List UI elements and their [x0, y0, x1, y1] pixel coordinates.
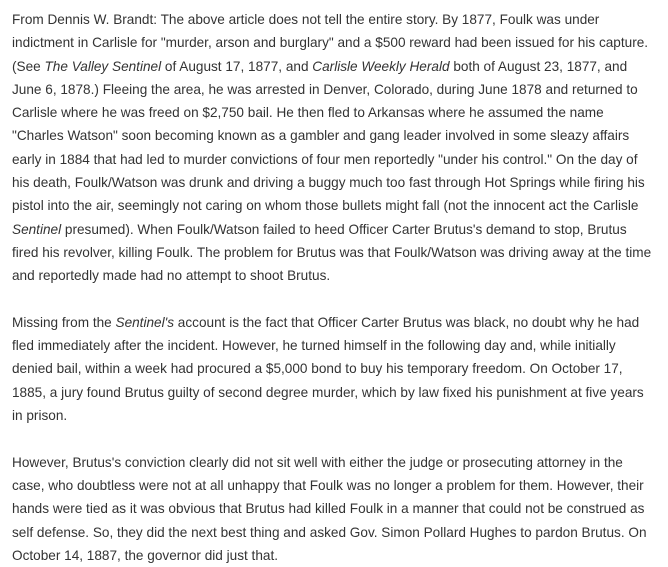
paragraph-1: [12, 8, 656, 288]
text-run: both of August 23, 1877, and June 6, 1878.) Fleeing the area, he was arrested in Denver, Colorado, during June 1878 and returned to Carlisle where he was freed on $2,750 bail. He then fled to Arkansas where he assumed the name "Charles Watson" soon becoming known as a gambler and gang leader involved in some sleazy affairs early in 1884 that had led to murder convictions of four men reportedly "under his control." On the day of his death, Foulk/Watson was drunk and driving a buggy much too fast through Hot Springs while firing his pistol into the air, seemingly not caring on whom those bullets might fall (not the innocent act the Carlisle: [12, 58, 645, 214]
text-run: However, Brutus's conviction clearly did not sit well with either the judge or prosecuting attorney in the case, who doubtless were not at all unhappy that Foulk was no longer a problem for them. However, their hands were tied as it was obvious that Brutus had killed Foulk in a manner that could not be construed as self defense. So, they did the next best thing and asked Gov. Simon Pollard Hughes to pardon Brutus. On October 14, 1887, the governor did just that.: [12, 454, 647, 563]
text-run: Missing from the: [12, 314, 116, 330]
paragraph-2: [12, 311, 656, 427]
text-run: of August 17, 1877, and: [161, 58, 313, 74]
publication-title: The Valley Sentinel: [44, 58, 162, 74]
text-run: account is the fact that Officer Carter Brutus was black, no doubt why he had fled immediately after the incident. However, he turned himself in the following day and, while initially denied bail, within a week had procured a $5,000 bond to buy his temporary freedom. On October 17, 1885, a jury found Brutus guilty of second degree murder, which by law fixed his punishment at five years in prison.: [12, 314, 644, 424]
article-body: [12, 8, 656, 567]
paragraph-3: [12, 451, 656, 567]
publication-title: Sentinel: [12, 221, 62, 237]
text-run: From Dennis W. Brandt: The above article does not tell the entire story. By 1877, Foulk was under indictment in Carlisle for "murder, arson and burglary" and a $500 reward had been issued for his capture. (See: [12, 12, 649, 74]
publication-title: Carlisle Weekly Herald: [312, 58, 450, 74]
publication-title: Sentinel's: [115, 314, 175, 330]
text-run: presumed). When Foulk/Watson failed to heed Officer Carter Brutus's demand to stop, Brutus fired his revolver, killing Foulk. The problem for Brutus was that Foulk/Watson was driving away at the time and reportedly made had no attempt to shoot Brutus.: [12, 221, 652, 284]
